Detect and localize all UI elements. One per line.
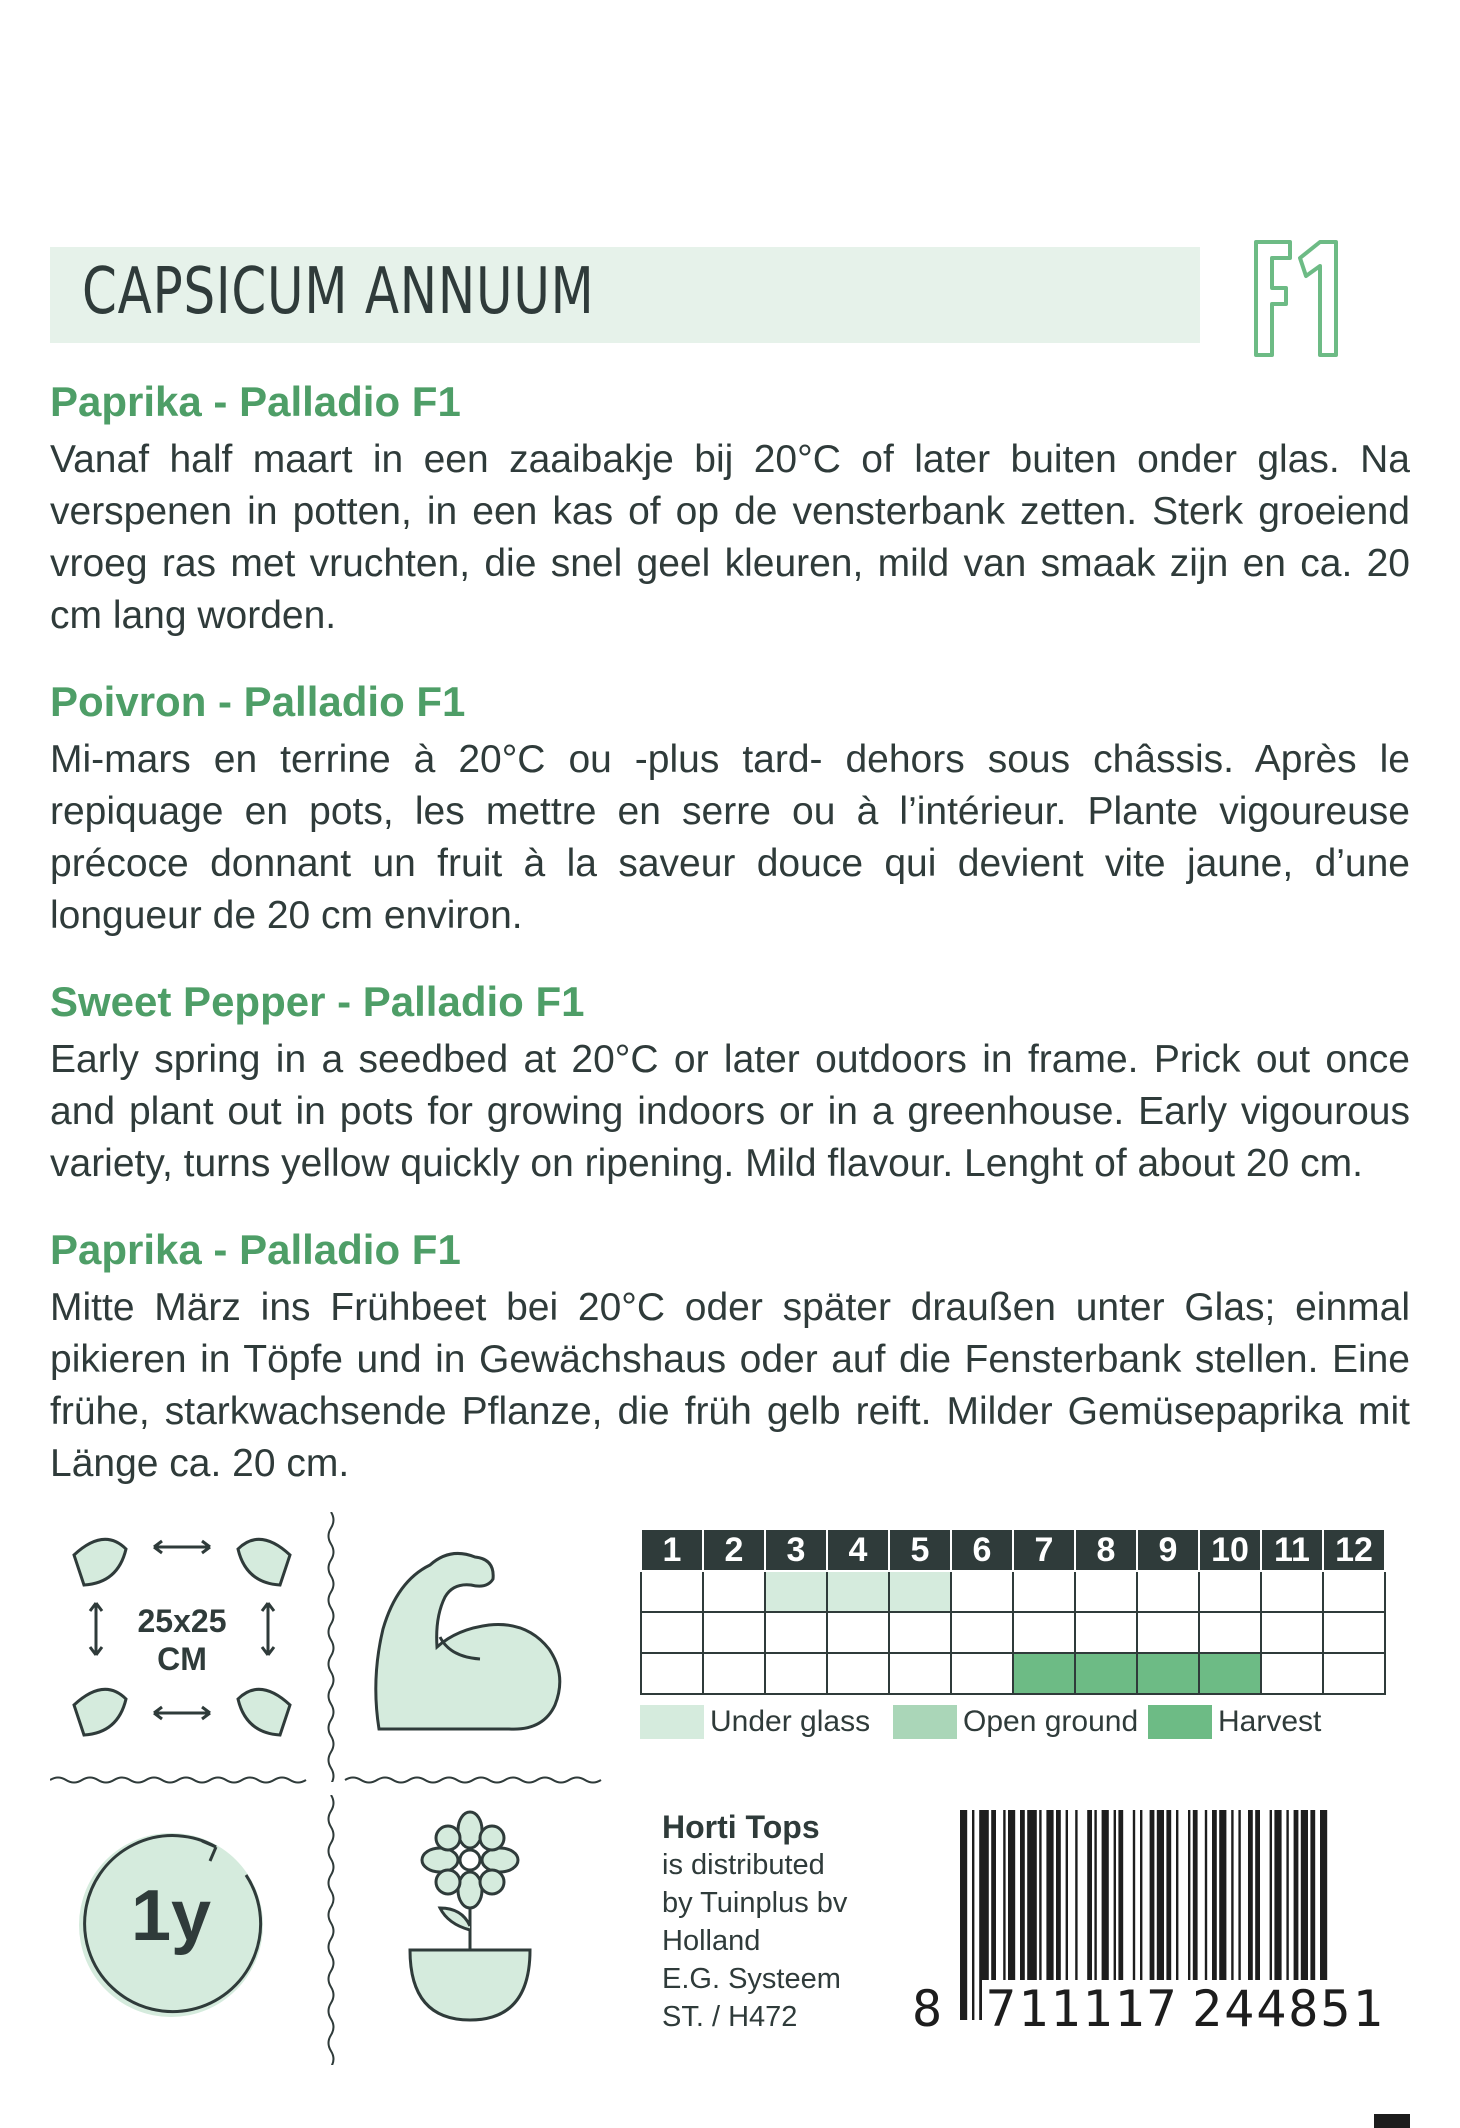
sowing-calendar [640, 1528, 1386, 1695]
calendar-cell [1137, 1571, 1199, 1612]
calendar-cell [889, 1571, 951, 1612]
horizontal-divider [50, 1774, 610, 1786]
month-7: 7 [1013, 1529, 1075, 1571]
calendar-cell [703, 1612, 765, 1653]
calendar-cell [1013, 1653, 1075, 1694]
calendar-cell [1323, 1612, 1385, 1653]
legend-swatch-harvest [1148, 1705, 1212, 1739]
calendar-cell [1261, 1571, 1323, 1612]
vertical-divider-top [325, 1512, 337, 1782]
legend-swatch-under-glass [640, 1705, 704, 1739]
month-8: 8 [1075, 1529, 1137, 1571]
section-body-de: Mitte März ins Frühbeet bei 20°C oder später draußen unter Glas; einmal pikieren in Töpfe und in Gewächshaus oder auf die Fensterbank stellen. Eine frühe, starkwachsende Pflanze, die früh gelb reift. Milder Gemüsepaprika mit Länge ca. 20 cm. [50, 1286, 1410, 1485]
calendar-cell [827, 1612, 889, 1653]
calendar-cell [1013, 1571, 1075, 1612]
barcode-bar [972, 1810, 974, 2020]
calendar-cell [827, 1571, 889, 1612]
distributor-line: ST. / H472 [662, 2001, 798, 2033]
distributor-line: is distributed [662, 1849, 825, 1881]
month-9: 9 [1137, 1529, 1199, 1571]
legend-harvest [1148, 1705, 1321, 1739]
month-5: 5 [889, 1529, 951, 1571]
legend-label-under-glass: Under glass [710, 1705, 871, 1738]
calendar-cell [1199, 1653, 1261, 1694]
calendar-cell [703, 1571, 765, 1612]
calendar-cell [827, 1653, 889, 1694]
distributor-info [662, 1808, 847, 2036]
calendar-header-row [641, 1529, 1385, 1571]
barcode-group-2: 244851 [1188, 1980, 1389, 2038]
month-11: 11 [1261, 1529, 1323, 1571]
calendar-cell [1261, 1612, 1323, 1653]
legend-label-open-ground: Open ground [963, 1705, 1139, 1738]
corner-mark [1374, 2114, 1410, 2128]
month-4: 4 [827, 1529, 889, 1571]
calendar-cell [1323, 1571, 1385, 1612]
brand-name: Horti Tops [662, 1809, 820, 1845]
f1-badge [1250, 236, 1345, 361]
calendar-cell [1137, 1653, 1199, 1694]
calendar-cell [1075, 1612, 1137, 1653]
calendar-cell [1261, 1653, 1323, 1694]
barcode-bar [960, 1810, 967, 2020]
legend-open-ground [893, 1705, 1138, 1739]
calendar-cell [1199, 1571, 1261, 1612]
calendar-cell [951, 1653, 1013, 1694]
legend-label-harvest: Harvest [1218, 1705, 1322, 1738]
section-title-fr: Poivron - Palladio F1 [50, 678, 466, 725]
calendar-cell [641, 1571, 703, 1612]
distributor-line: Holland [662, 1925, 761, 1957]
calendar-cell [889, 1612, 951, 1653]
calendar-cell [1199, 1612, 1261, 1653]
calendar-row-under-glass [641, 1571, 1385, 1612]
legend-swatch-open-ground [893, 1705, 957, 1739]
calendar-row-harvest [641, 1653, 1385, 1694]
calendar-cell [765, 1653, 827, 1694]
calendar-cell [951, 1571, 1013, 1612]
month-6: 6 [951, 1529, 1013, 1571]
pot-plant-icon [390, 1810, 550, 2030]
calendar-cell [641, 1612, 703, 1653]
section-body-en: Early spring in a seedbed at 20°C or later outdoors in frame. Prick out once and plant out in pots for growing indoors or in a greenhouse. Early vigourous variety, turns yellow quickly on ripening. Mild flavour. Lenght of about 20 cm. [50, 1038, 1410, 1185]
calendar-cell [1075, 1653, 1137, 1694]
section-body-nl: Vanaf half maart in een zaaibakje bij 20°C of later buiten onder glas. Na verspenen in potten, in een kas of op de vensterbank zetten. Sterk groeiend vroeg ras met vruchten, die snel geel kleuren, mild van smaak zijn en ca. 20 cm lang worden. [50, 438, 1410, 637]
distributor-line: E.G. Systeem [662, 1963, 841, 1995]
lifecycle-label: 1y [130, 1876, 212, 1956]
f1-badge-label: F1 [1297, 306, 1299, 307]
lifecycle-icon [66, 1815, 276, 2025]
section-title-en: Sweet Pepper - Palladio F1 [50, 978, 585, 1025]
vertical-divider-bottom [325, 1795, 337, 2065]
vigour-arm-icon [360, 1545, 580, 1745]
distributor-line: by Tuinplus bv [662, 1887, 848, 1919]
month-2: 2 [703, 1529, 765, 1571]
spacing-icon [62, 1525, 302, 1755]
calendar-cell [1075, 1571, 1137, 1612]
month-12: 12 [1323, 1529, 1385, 1571]
calendar-cell [641, 1653, 703, 1694]
calendar-row-open-ground [641, 1612, 1385, 1653]
calendar-cell [1013, 1612, 1075, 1653]
calendar-cell [765, 1612, 827, 1653]
calendar-cell [765, 1571, 827, 1612]
spacing-unit: CM [157, 1641, 207, 1677]
section-title-nl: Paprika - Palladio F1 [50, 378, 461, 425]
calendar-cell [889, 1653, 951, 1694]
leaf-icons [62, 1525, 302, 1755]
spacing-value: 25x25 [137, 1603, 227, 1639]
latin-name: CAPSICUM ANNUUM [82, 255, 595, 329]
month-1: 1 [641, 1529, 703, 1571]
calendar-cell [703, 1653, 765, 1694]
barcode-group-1: 711117 [982, 1980, 1183, 2038]
calendar-cell [951, 1612, 1013, 1653]
calendar-cell [1137, 1612, 1199, 1653]
section-body-fr: Mi-mars en terrine à 20°C ou -plus tard- dehors sous châssis. Après le repiquage en pots, les mettre en serre ou à l’intérieur. Plante vigoureuse précoce donnant un fruit à la saveur douce qui devient vite jaune, d’une longueur de 20 cm environ. [50, 738, 1410, 937]
barcode-first-digit: 8 [912, 1980, 943, 2038]
calendar-cell [1323, 1653, 1385, 1694]
section-title-de: Paprika - Palladio F1 [50, 1226, 461, 1273]
legend-under-glass [640, 1705, 870, 1739]
ean-barcode [912, 1810, 1410, 2038]
month-10: 10 [1199, 1529, 1261, 1571]
month-3: 3 [765, 1529, 827, 1571]
